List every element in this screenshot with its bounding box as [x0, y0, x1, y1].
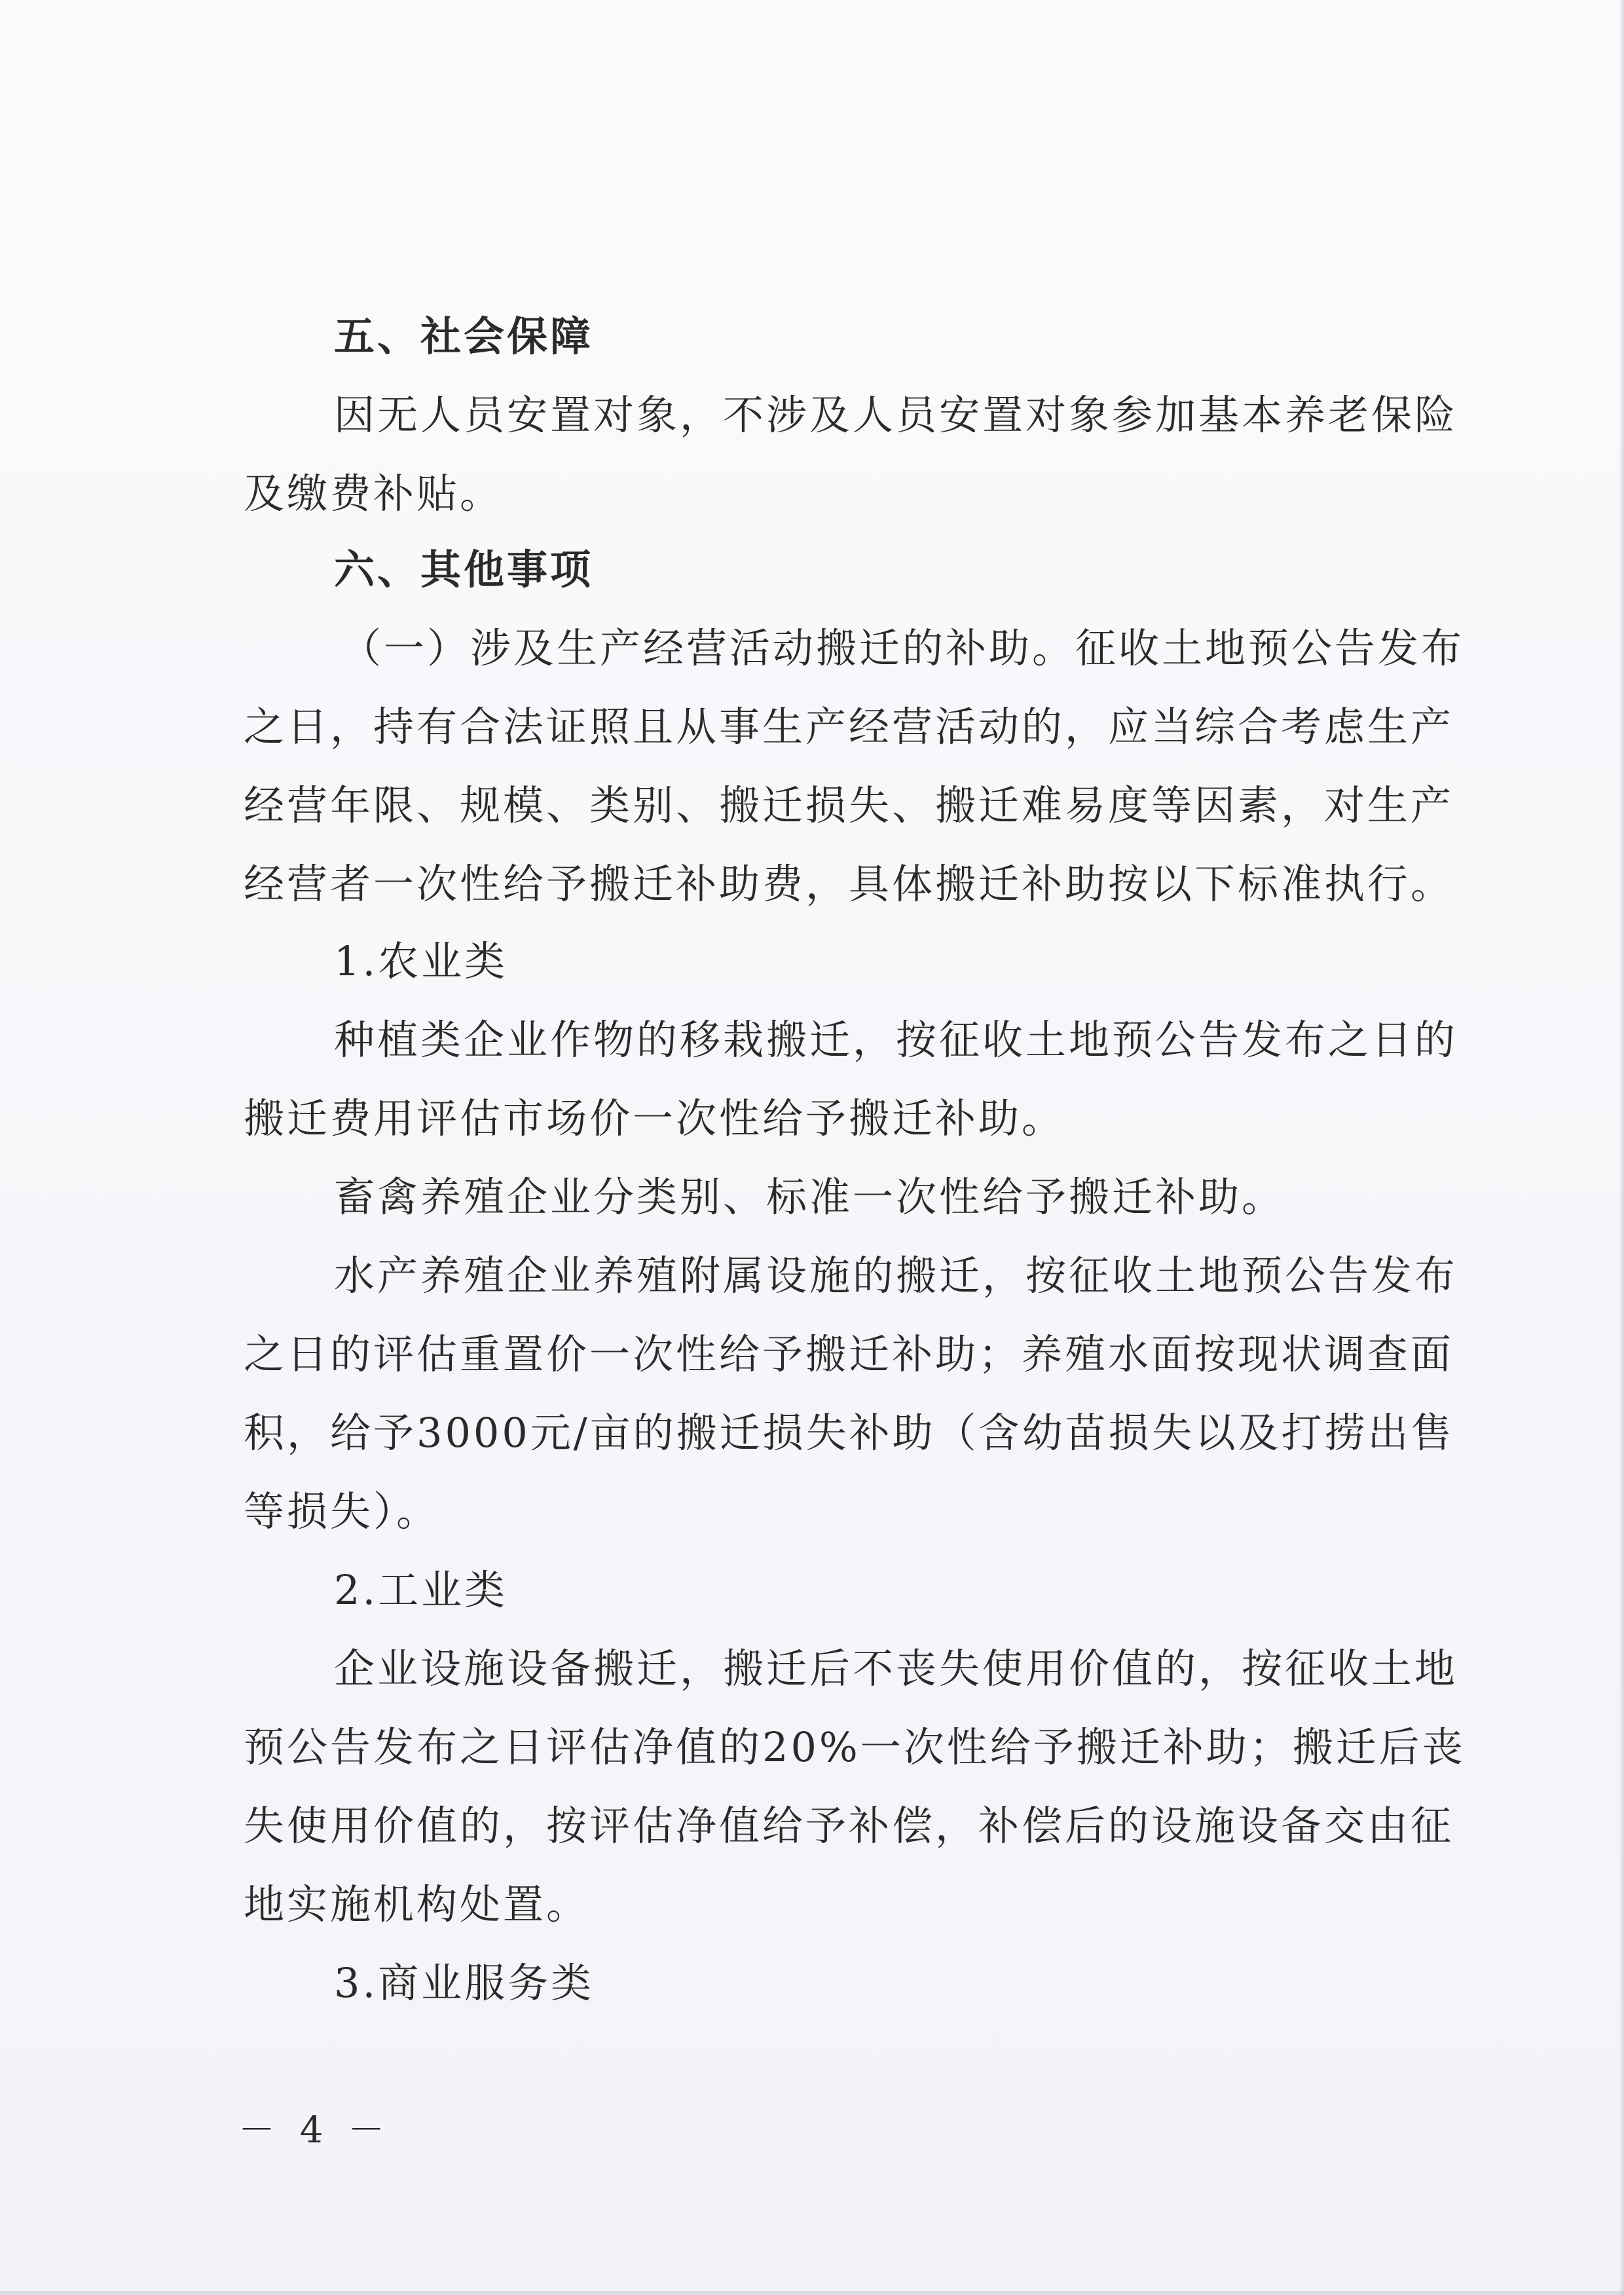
paragraph-line: 失使用价值的，按评估净值给予补偿，补偿后的设施设备交由征 [244, 1802, 1454, 1850]
page-number: － 4 － [238, 2109, 392, 2152]
subsection-title-commercial-services: 3.商业服务类 [334, 1959, 595, 2007]
paragraph-line: 预公告发布之日评估净值的20%一次性给予搬迁补助；搬迁后丧 [244, 1723, 1466, 1771]
paragraph-line: 经营年限、规模、类别、搬迁损失、搬迁难易度等因素，对生产 [244, 781, 1454, 829]
paragraph-line: 及缴费补贴。 [244, 470, 504, 517]
section-heading-other-matters: 六、其他事项 [334, 546, 594, 593]
section-heading-social-security: 五、社会保障 [334, 312, 594, 360]
subsection-title-industry: 2.工业类 [334, 1566, 508, 1614]
paragraph-line: 搬迁费用评估市场价一次性给予搬迁补助。 [244, 1094, 1065, 1142]
paragraph-line: 企业设施设备搬迁，搬迁后不丧失使用价值的，按征收土地 [334, 1645, 1458, 1692]
paragraph-line: 之日的评估重置价一次性给予搬迁补助；养殖水面按现状调查面 [244, 1330, 1454, 1378]
paragraph-line: 地实施机构处置。 [244, 1880, 590, 1928]
paragraph-line: 等损失）。 [244, 1487, 440, 1535]
paragraph-line: 因无人员安置对象，不涉及人员安置对象参加基本养老保险 [334, 391, 1458, 439]
subsection-title-agriculture: 1.农业类 [334, 937, 508, 985]
paragraph-line: 积，给予3000元/亩的搬迁损失补助（含幼苗损失以及打捞出售 [244, 1409, 1454, 1457]
paragraph-line: 种植类企业作物的移栽搬迁，按征收土地预公告发布之日的 [334, 1016, 1458, 1064]
paragraph-line: （一）涉及生产经营活动搬迁的补助。征收土地预公告发布 [341, 624, 1465, 672]
paragraph-line: 经营者一次性给予搬迁补助费，具体搬迁补助按以下标准执行。 [244, 860, 1454, 908]
paragraph-line: 畜禽养殖企业分类别、标准一次性给予搬迁补助。 [334, 1173, 1285, 1221]
scan-edge-bottom [0, 2291, 1624, 2295]
paragraph-line: 之日，持有合法证照且从事生产经营活动的，应当综合考虑生产 [244, 703, 1454, 751]
scan-edge-right [1619, 0, 1624, 2295]
paragraph-line: 水产养殖企业养殖附属设施的搬迁，按征收土地预公告发布 [334, 1252, 1458, 1299]
